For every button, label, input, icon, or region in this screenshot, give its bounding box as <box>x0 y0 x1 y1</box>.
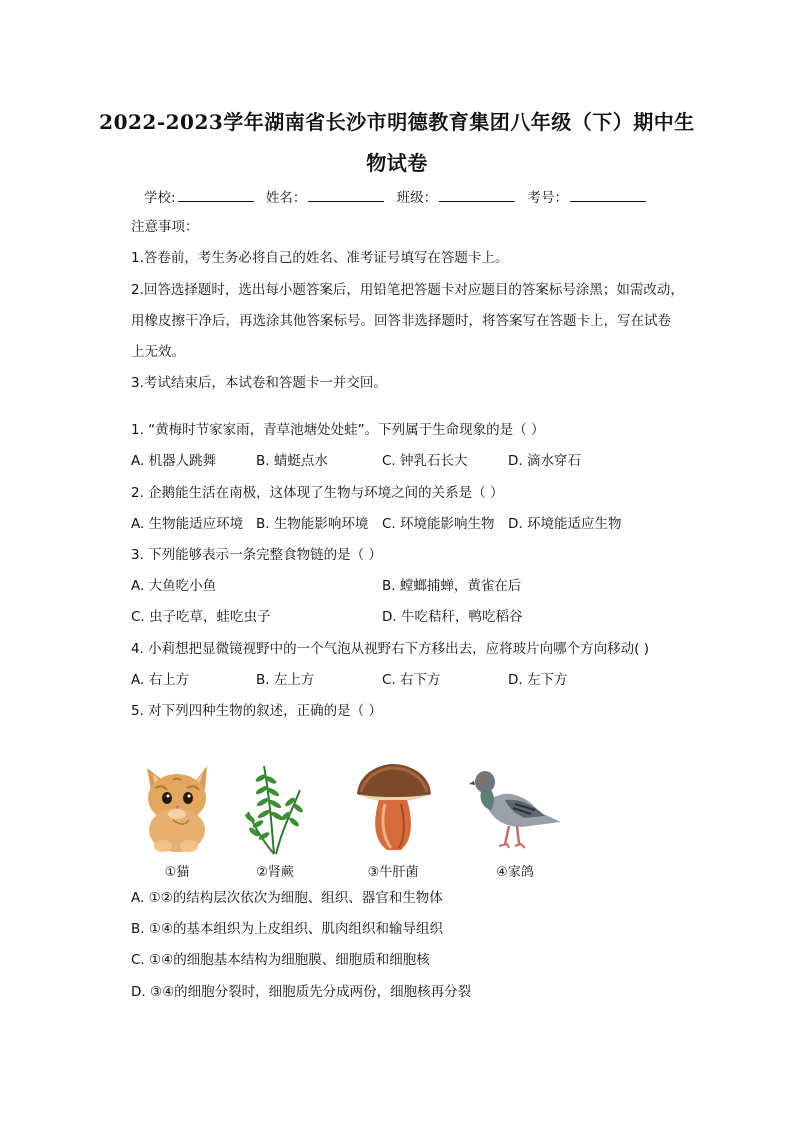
organisms-figure <box>120 760 590 890</box>
notice-item-2-line3: 上无效。 <box>131 344 185 360</box>
question-1-stem: 1. “黄梅时节家家雨，青草池塘处处蛙”。下列属于生命现象的是（ ） <box>131 422 545 438</box>
notice-item-3: 3.考试结束后，本试卷和答题卡一并交回。 <box>131 375 387 391</box>
figure-label-fern: ②肾蕨 <box>256 865 294 880</box>
exam-number-label: 考号： <box>527 190 568 206</box>
notice-item-2-line1: 2.回答选择题时，选出每小题答案后，用铅笔把答题卡对应题目的答案标号涂黑；如需改动， <box>131 282 684 298</box>
question-1-option-b: B. 蜻蜓点水 <box>256 453 328 469</box>
exam-title-line2: 物试卷 <box>366 151 428 175</box>
question-4-option-b: B. 左上方 <box>256 672 315 688</box>
question-2-option-d: D. 环境能适应生物 <box>508 516 622 532</box>
question-5-option-d: D. ③④的细胞分裂时，细胞质先分成两份，细胞核再分裂 <box>131 984 472 1000</box>
question-3-option-d: D. 牛吃秸秆，鸭吃稻谷 <box>382 609 523 625</box>
figure-label-mushroom: ③牛肝菌 <box>367 865 419 880</box>
question-1-option-d: D. 滴水穿石 <box>508 453 581 469</box>
question-5-option-a: A. ①②的结构层次依次为细胞、组织、器官和生物体 <box>131 890 443 906</box>
figure-label-cat: ①猫 <box>164 865 190 880</box>
pigeon-icon <box>465 760 565 852</box>
school-label: 学校: <box>144 190 176 206</box>
question-3-option-a: A. 大鱼吃小鱼 <box>131 578 217 594</box>
student-info-line <box>0 186 794 206</box>
question-5-option-c: C. ①④的细胞基本结构为细胞膜、细胞质和细胞核 <box>131 952 430 968</box>
name-blank <box>308 189 384 202</box>
question-5-stem: 5. 对下列四种生物的叙述，正确的是（ ） <box>131 703 382 719</box>
notice-heading: 注意事项： <box>131 219 199 235</box>
question-2-stem: 2. 企鹅能生活在南极，这体现了生物与环境之间的关系是（ ） <box>131 485 504 501</box>
question-5-option-b: B. ①④的基本组织为上皮组织、肌肉组织和输导组织 <box>131 921 444 937</box>
class-blank <box>439 189 515 202</box>
figure-label-pigeon: ④家鸽 <box>496 865 534 880</box>
class-label: 班级： <box>396 190 438 206</box>
exam-number-blank <box>570 189 646 202</box>
notice-item-1: 1.答卷前，考生务必将自己的姓名、准考证号填写在答题卡上。 <box>131 250 509 266</box>
question-1-option-c: C. 钟乳石长大 <box>382 453 468 469</box>
notice-item-2-line2: 用橡皮擦干净后，再选涂其他答案标号。回答非选择题时，将答案写在答题卡上，写在试卷 <box>131 313 671 329</box>
question-4-stem: 4. 小莉想把显微镜视野中的一个气泡从视野右下方移出去，应将玻片向哪个方向移动( ) <box>131 641 649 657</box>
cat-icon <box>133 760 217 852</box>
exam-title-line1: 2022-2023学年湖南省长沙市明德教育集团八年级（下）期中生 <box>99 110 695 134</box>
question-4-option-d: D. 左下方 <box>508 672 568 688</box>
question-2-option-c: C. 环境能影响生物 <box>382 516 495 532</box>
fern-icon <box>240 760 310 856</box>
question-3-stem: 3. 下列能够表示一条完整食物链的是（ ） <box>131 547 382 563</box>
school-blank <box>178 189 254 202</box>
question-3-option-b: B. 螳螂捕蝉，黄雀在后 <box>382 578 522 594</box>
question-4-option-c: C. 右下方 <box>382 672 441 688</box>
name-label: 姓名： <box>265 190 307 206</box>
question-2-option-b: B. 生物能影响环境 <box>256 516 369 532</box>
question-3-option-c: C. 虫子吃草，蛙吃虫子 <box>131 609 271 625</box>
question-4-option-a: A. 右上方 <box>131 672 190 688</box>
mushroom-icon <box>351 760 435 852</box>
question-1-option-a: A. 机器人跳舞 <box>131 453 217 469</box>
question-2-option-a: A. 生物能适应环境 <box>131 516 244 532</box>
